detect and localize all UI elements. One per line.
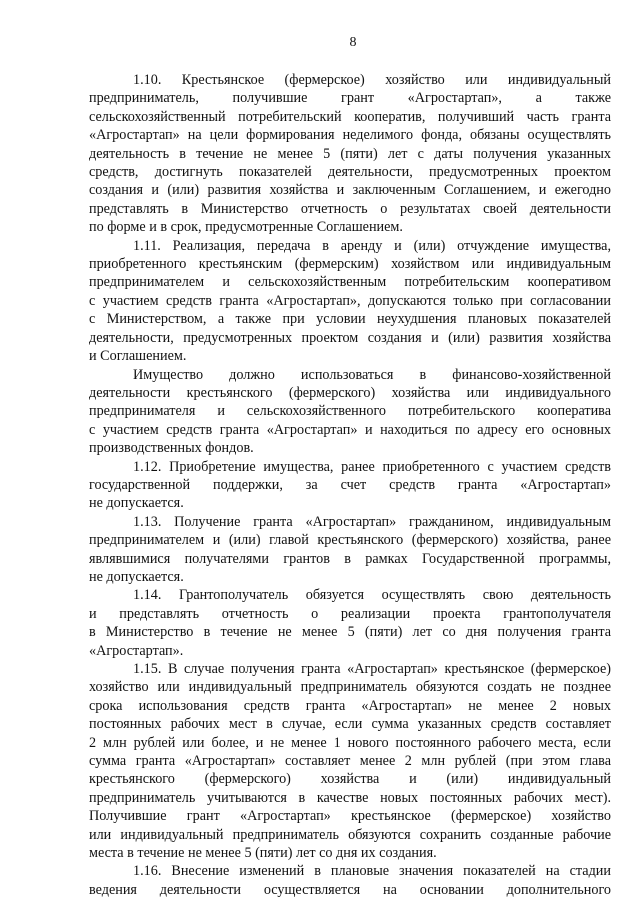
paragraph-line: и представлять отчетность о реализации проекта грантополучателя bbox=[89, 605, 611, 622]
paragraph-line: с участием средств гранта «Агростартап», допускаются только при согласовании bbox=[89, 292, 611, 309]
paragraph-p-property bbox=[89, 366, 611, 458]
paragraph-line: срока использования средств гранта «Агростартап» не менее 2 новых bbox=[89, 697, 611, 714]
paragraph-line: в Министерство в течение не менее 5 (пяти) лет со дня получения гранта bbox=[89, 624, 611, 641]
paragraph-line: 1.12. Приобретение имущества, ранее приобретенного с участием средств bbox=[133, 458, 611, 475]
paragraph-line: 2 млн рублей или более, и не менее 1 нового постоянного рабочего места, если bbox=[89, 734, 611, 751]
paragraph-line: по форме и в срок, предусмотренные Соглашением. bbox=[89, 219, 403, 236]
paragraph-line: или индивидуальный предприниматель обязуются сохранить созданные рабочие bbox=[89, 826, 611, 843]
paragraph-line: с Министерством, а также при условии неухудшения плановых показателей bbox=[89, 311, 611, 328]
paragraph-line: 1.16. Внесение изменений в плановые значения показателей на стадии bbox=[133, 863, 611, 880]
paragraph-line: Получившие грант «Агростартап» крестьянское (фермерское) хозяйство bbox=[89, 808, 611, 825]
paragraph-line: 1.15. В случае получения гранта «Агростартап» крестьянское (фермерское) bbox=[133, 661, 611, 677]
paragraph-line: производственных фондов. bbox=[89, 440, 254, 457]
paragraph-line: сельскохозяйственный потребительский кооператив, получивший часть гранта bbox=[89, 108, 611, 125]
paragraph-line: предпринимателем и (или) главой крестьянского (фермерского) хозяйства, ранее bbox=[89, 532, 611, 549]
paragraph-p1-12 bbox=[89, 458, 611, 513]
paragraph-line: 1.11. Реализация, передача в аренду и (или) отчуждение имущества, bbox=[133, 237, 611, 254]
paragraph-line: предпринимателем и сельскохозяйственным потребительским кооперативом bbox=[89, 274, 611, 291]
paragraph-line: не допускается. bbox=[89, 568, 184, 585]
paragraph-line: места в течение не менее 5 (пяти) лет со дня их создания. bbox=[89, 845, 437, 862]
paragraph-line: приобретенного крестьянским (фермерским) хозяйством или индивидуальным bbox=[89, 256, 611, 273]
paragraph-line: 1.14. Грантополучатель обязуется осуществлять свою деятельность bbox=[133, 587, 611, 604]
paragraph-line: с участием средств гранта «Агростартап» и находиться по адресу его основных bbox=[89, 421, 611, 438]
paragraph-line: и Соглашением. bbox=[89, 348, 187, 365]
paragraph-line: создания и (или) развития хозяйства и заключенным Соглашением, и ежегодно bbox=[89, 182, 611, 199]
paragraph-line: деятельности крестьянского (фермерского) хозяйства или индивидуального bbox=[89, 384, 611, 401]
page-number: 8 bbox=[349, 35, 357, 50]
paragraph-line: хозяйство или индивидуальный предприниматель обязуются создать не позднее bbox=[89, 679, 611, 696]
paragraph-line: предприниматель учитываются в качестве новых постоянных рабочих мест). bbox=[89, 789, 611, 806]
paragraph-line: предпринимателя и сельскохозяйственного потребительского кооператива bbox=[89, 403, 611, 420]
document-body bbox=[89, 71, 611, 899]
paragraph-line: деятельности, предусмотренных проектом создания и (или) развития хозяйства bbox=[89, 329, 611, 346]
paragraph-line: 1.10. Крестьянское (фермерское) хозяйство или индивидуальный bbox=[133, 72, 611, 88]
paragraph-line: «Агростартап» на цели формирования неделимого фонда, обязаны осуществлять bbox=[89, 127, 611, 144]
paragraph-line: «Агростартап». bbox=[89, 642, 184, 659]
paragraph-p1-15 bbox=[89, 660, 611, 862]
paragraph-line: 1.13. Получение гранта «Агростартап» гражданином, индивидуальным bbox=[133, 513, 611, 530]
paragraph-line: средств, достигнуть показателей деятельности, предусмотренных проектом bbox=[89, 164, 611, 181]
paragraph-line: постоянных рабочих мест в случае, если сумма указанных средств составляет bbox=[89, 716, 611, 733]
paragraph-line: Имущество должно использоваться в финансово-хозяйственной bbox=[133, 366, 611, 383]
paragraph-line: предприниматель, получившие грант «Агростартап», а также bbox=[89, 90, 611, 107]
paragraph-p1-11 bbox=[89, 237, 611, 366]
paragraph-p1-13 bbox=[89, 513, 611, 587]
paragraph-line: государственной поддержки, за счет средств гранта «Агростартап» bbox=[89, 476, 611, 493]
paragraph-line: ведения деятельности осуществляется на основании дополнительного bbox=[89, 881, 611, 898]
paragraph-line: представлять в Министерство отчетность о результатах своей деятельности bbox=[89, 200, 611, 217]
paragraph-line: не допускается. bbox=[89, 495, 184, 512]
paragraph-line: деятельность в течение не менее 5 (пяти) лет с даты получения указанных bbox=[89, 145, 611, 162]
paragraph-line: являвшимися получателями грантов в рамках Государственной программы, bbox=[89, 550, 611, 567]
paragraph-p1-16 bbox=[89, 862, 611, 899]
paragraph-p1-10 bbox=[89, 71, 611, 237]
paragraph-p1-14 bbox=[89, 586, 611, 660]
paragraph-line: крестьянского (фермерского) хозяйства и (или) индивидуальный bbox=[89, 771, 611, 788]
paragraph-line: сумма гранта «Агростартап» составляет менее 2 млн рублей (при этом глава bbox=[89, 753, 611, 770]
